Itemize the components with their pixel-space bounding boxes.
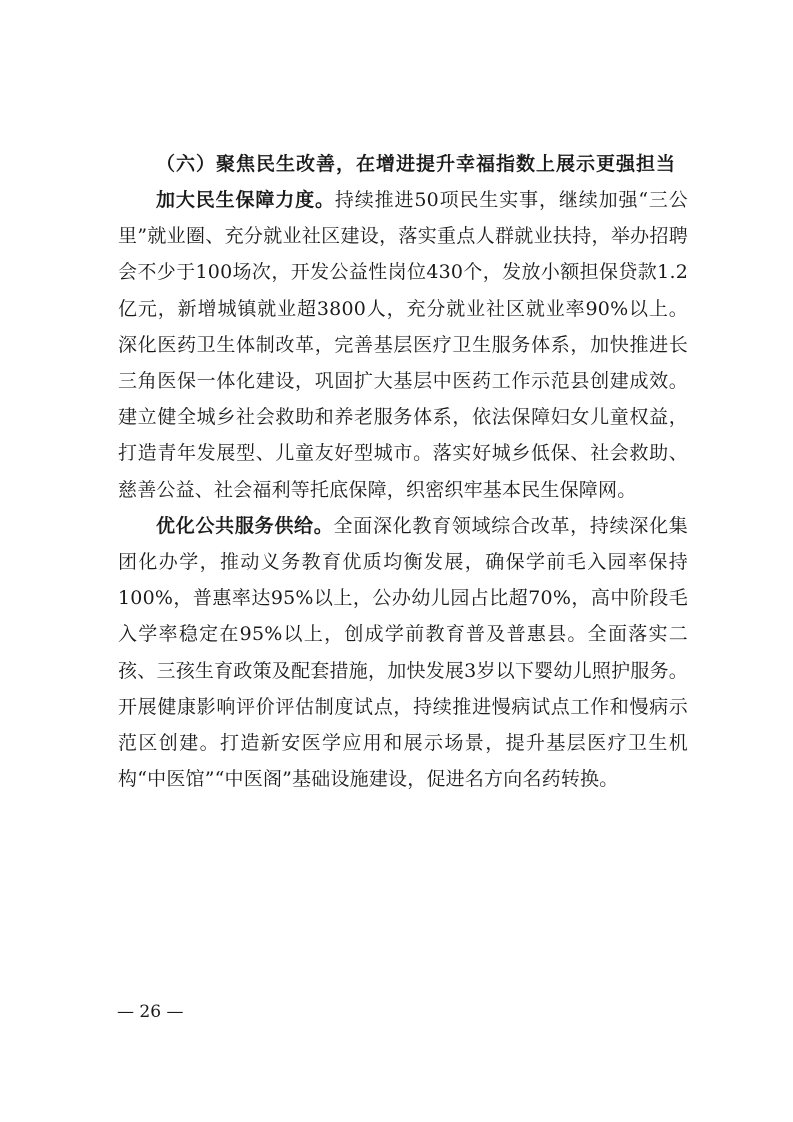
- section-heading: （六）聚焦民生改善，在增进提升幸福指数上展示更强担当: [156, 153, 677, 175]
- paragraph-lead: 加大民生保障力度。: [156, 189, 335, 211]
- paragraph-livelihood-security: [118, 182, 688, 508]
- paragraph-body: 全面深化教育领域综合改革，持续深化集团化办学，推动义务教育优质均衡发展，确保学前毛入园率保持100%，普惠率达95%以上，公办幼儿园占比超70%，高中阶段毛入学率稳定在95%以上，创成学前教育普及普惠县。全面落实二孩、三孩生育政策及配套措施，加快发展3岁以下婴幼儿照护服务。开展健康影响评价评估制度试点，持续推进慢病试点工作和慢病示范区创建。打造新安医学应用和展示场景，提升基层医疗卫生机构“中医馆”“中医阁”基础设施建设，促进名方向名药转换。: [118, 514, 688, 791]
- document-body: [118, 146, 688, 797]
- paragraph-body: 持续推进50项民生实事，继续加强“三公里”就业圈、充分就业社区建设，落实重点人群就业扶持，举办招聘会不少于100场次，开发公益性岗位430个，发放小额担保贷款1.2亿元，新增城镇就业超3800人，充分就业社区就业率90%以上。深化医药卫生体制改革，完善基层医疗卫生服务体系，加快推进长三角医保一体化建设，巩固扩大基层中医药工作示范县创建成效。建立健全城乡社会救助和养老服务体系，依法保障妇女儿童权益，打造青年发展型、儿童友好型城市。落实好城乡低保、社会救助、慈善公益、社会福利等托底保障，织密织牢基本民生保障网。: [118, 189, 688, 501]
- page-number: — 26 —: [117, 1002, 184, 1022]
- paragraph-lead: 优化公共服务供给。: [156, 514, 334, 537]
- paragraph-public-services: [118, 508, 688, 798]
